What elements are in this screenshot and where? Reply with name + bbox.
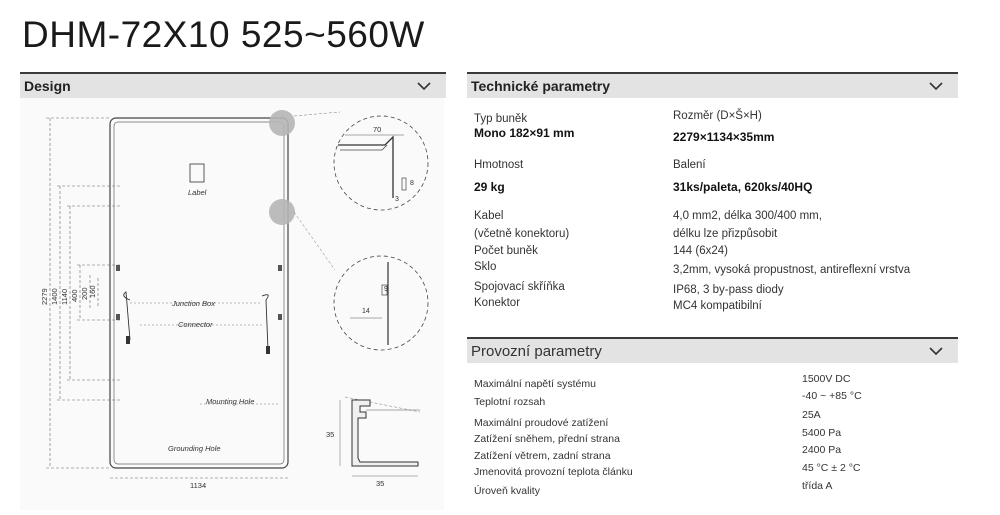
drawing-label-mounting-hole: Mounting Hole: [206, 397, 255, 406]
cable-sublabel: (včetně konektoru): [474, 228, 570, 240]
op-row-value: -40 ~ +85 °C: [802, 390, 862, 402]
dim-9: 9: [384, 286, 388, 293]
cable-value-line1: 4,0 mm2, délka 300/400 mm,: [673, 210, 822, 222]
op-row-value: 45 °C ± 2 °C: [802, 462, 861, 474]
detail-marker-middle: [269, 199, 295, 225]
weight-label: Hmotnost: [474, 159, 524, 171]
dim-70: 70: [373, 125, 382, 134]
op-row-label: Maximální napětí systému: [474, 378, 596, 390]
jbox-value: IP68, 3 by-pass diody: [673, 284, 784, 296]
op-row-label: Zatížení větrem, zadní strana: [474, 450, 611, 462]
detail-view-mounting: [334, 256, 428, 350]
op-row-label: Jmenovitá provozní teplota článku: [474, 466, 633, 478]
glass-value: 3,2mm, vysoká propustnost, antireflexní vrstva: [673, 264, 911, 276]
op-row-value: 5400 Pa: [802, 427, 842, 439]
drawing-label-label: Label: [188, 188, 207, 197]
dim-1134: 1134: [190, 481, 207, 490]
chevron-down-icon[interactable]: [928, 344, 944, 358]
cell-count-value: 144 (6x24): [673, 245, 728, 257]
operating-panel-header[interactable]: [467, 337, 958, 363]
drawing-label-junction-box: Junction Box: [172, 299, 215, 308]
cell-count-label: Počet buněk: [474, 245, 538, 257]
dim-160: 160: [88, 285, 97, 298]
drawing-label-connector: Connector: [178, 320, 213, 329]
drawing-label-grounding-hole: Grounding Hole: [168, 444, 221, 453]
dim-3: 3: [395, 196, 399, 203]
cable-label: Kabel: [474, 210, 504, 222]
cable-value-line2: délku lze přizpůsobit: [673, 228, 778, 240]
module-inner-outline: [114, 122, 284, 464]
dim-2279: 2279: [40, 288, 49, 305]
op-row-label: Teplotní rozsah: [474, 396, 546, 408]
dim-14: 14: [362, 308, 370, 315]
packing-value: 31ks/paleta, 620ks/40HQ: [673, 180, 813, 194]
page-title: DHM-72X10 525~560W: [22, 14, 425, 55]
dim-35-side: 35: [326, 430, 335, 439]
design-panel-title: Design: [24, 78, 71, 94]
op-row-value: 1500V DC: [802, 373, 851, 385]
glass-label: Sklo: [474, 261, 497, 273]
connector-value: MC4 kompatibilní: [673, 300, 762, 312]
dim-400: 400: [70, 289, 79, 302]
dimension-label: Rozměr (D×Š×H): [673, 110, 762, 122]
op-row-value: 2400 Pa: [802, 444, 842, 456]
dim-1400: 1400: [50, 288, 59, 305]
op-row-label: Maximální proudové zatížení: [474, 417, 609, 429]
cell-type-value: Mono 182×91 mm: [474, 126, 575, 140]
packing-label: Balení: [673, 159, 706, 171]
label-box: [190, 164, 204, 182]
module-outline: [110, 118, 288, 468]
op-row-label: Zatížení sněhem, přední strana: [474, 433, 620, 445]
detail-marker-top: [269, 110, 295, 136]
dim-8: 8: [410, 180, 414, 187]
weight-value: 29 kg: [474, 180, 505, 194]
cell-type-label: Typ buněk: [474, 113, 528, 125]
op-row-value: 25A: [802, 409, 821, 421]
dimension-value: 2279×1134×35mm: [673, 130, 775, 144]
dim-200: 200: [80, 287, 89, 300]
connector-label: Konektor: [474, 297, 521, 309]
jbox-label: Spojovací skříňka: [474, 281, 565, 293]
op-row-label: Úroveň kvality: [474, 485, 540, 497]
operating-panel-title: Provozní parametry: [471, 342, 602, 360]
dim-1140: 1140: [60, 288, 69, 305]
dim-35-bottom: 35: [376, 479, 385, 488]
op-row-value: třída A: [802, 480, 833, 492]
tech-panel-title: Technické parametry: [471, 78, 611, 94]
